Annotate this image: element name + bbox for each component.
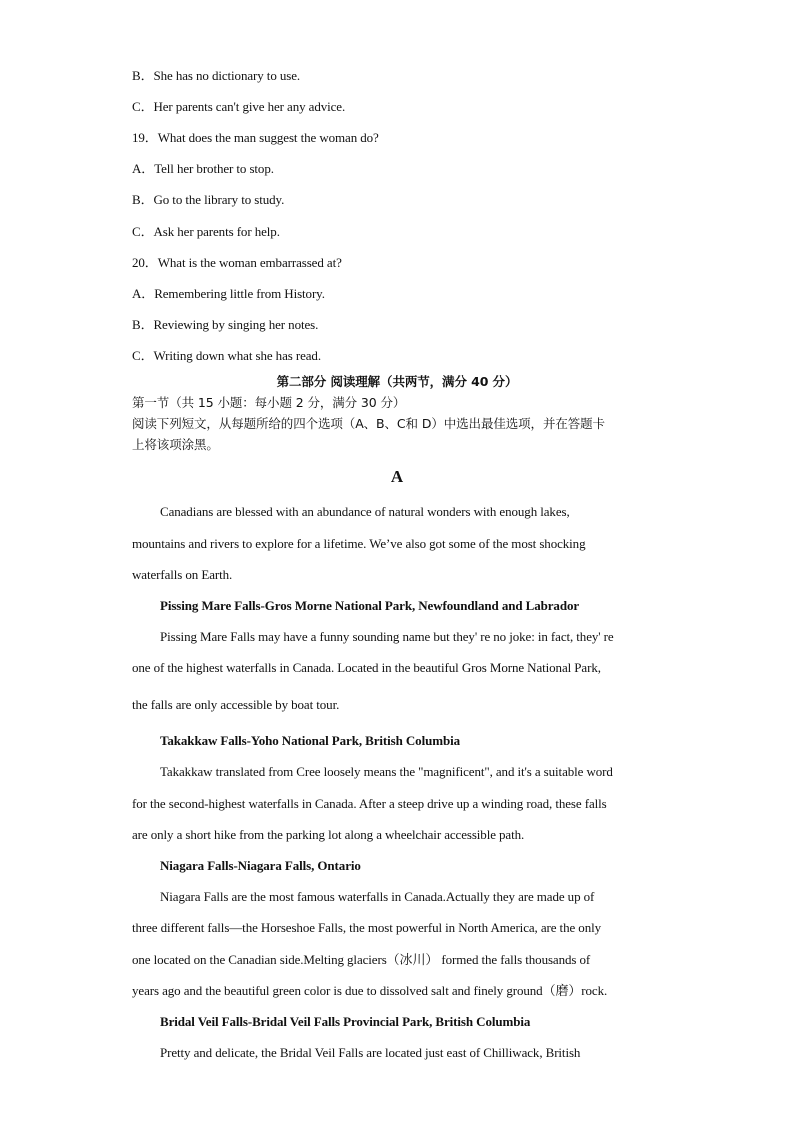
falls-heading-4: Bridal Veil Falls-Bridal Veil Falls Provincial Park, British Columbia xyxy=(160,1014,531,1029)
para3-line-2: three different falls—the Horseshoe Falls, the most powerful in North America, are the only xyxy=(132,920,601,935)
instruction-line-2: 上将该项涂黑。 xyxy=(132,437,219,452)
falls-heading-1: Pissing Mare Falls-Gros Morne National Park, Newfoundland and Labrador xyxy=(160,598,580,613)
option-20b: B．Reviewing by singing her notes. xyxy=(132,317,319,332)
para4-line-1: Pretty and delicate, the Bridal Veil Falls are located just east of Chilliwack, British xyxy=(160,1045,581,1060)
para1-line-2: one of the highest waterfalls in Canada. Located in the beautiful Gros Morne National Park, xyxy=(132,660,601,675)
option-18c: C．Her parents can't give her any advice. xyxy=(132,99,346,114)
para2-line-2: for the second-highest waterfalls in Canada. After a steep drive up a winding road, these falls xyxy=(132,796,607,811)
falls-heading-2: Takakkaw Falls-Yoho National Park, British Columbia xyxy=(160,733,460,748)
intro-line-2: mountains and rivers to explore for a lifetime. We’ve also got some of the most shocking xyxy=(132,536,586,551)
intro-line-1: Canadians are blessed with an abundance of natural wonders with enough lakes, xyxy=(160,504,570,519)
option-19c: C．Ask her parents for help. xyxy=(132,224,280,239)
para3-line-3: one located on the Canadian side.Melting glaciers（冰川） formed the falls thousands of xyxy=(132,952,591,967)
option-18b: B．She has no dictionary to use. xyxy=(132,68,301,83)
para2-line-3: are only a short hike from the parking lot along a wheelchair accessible path. xyxy=(132,827,525,842)
section-one-heading: 第一节（共 15 小题：每小题 2 分，满分 30 分） xyxy=(132,395,406,410)
option-20a: A．Remembering little from History. xyxy=(132,286,325,301)
intro-line-3: waterfalls on Earth. xyxy=(132,567,233,582)
para3-line-1: Niagara Falls are the most famous waterfalls in Canada.Actually they are made up of xyxy=(160,889,595,904)
part-two-heading: 第二部分 阅读理解（共两节，满分 40 分） xyxy=(276,374,518,389)
instruction-line-1: 阅读下列短文，从每题所给的四个选项（A、B、C和 D）中选出最佳选项，并在答题卡 xyxy=(132,416,605,431)
option-19a: A．Tell her brother to stop. xyxy=(132,161,274,176)
falls-heading-3: Niagara Falls-Niagara Falls, Ontario xyxy=(160,858,361,873)
option-20c: C．Writing down what she has read. xyxy=(132,348,321,363)
question-19: 19．What does the man suggest the woman do? xyxy=(132,130,379,145)
question-20: 20．What is the woman embarrassed at? xyxy=(132,255,342,270)
para1-line-3: the falls are only accessible by boat tour. xyxy=(132,697,340,712)
option-19b: B．Go to the library to study. xyxy=(132,192,285,207)
para3-line-4: years ago and the beautiful green color is due to dissolved salt and finely ground（磨）rock. xyxy=(132,983,608,998)
para2-line-1: Takakkaw translated from Cree loosely means the "magnificent", and it's a suitable word xyxy=(160,764,613,779)
passage-label: A xyxy=(390,467,404,486)
para1-line-1: Pissing Mare Falls may have a funny sounding name but they' re no joke: in fact, they' re xyxy=(160,629,614,644)
